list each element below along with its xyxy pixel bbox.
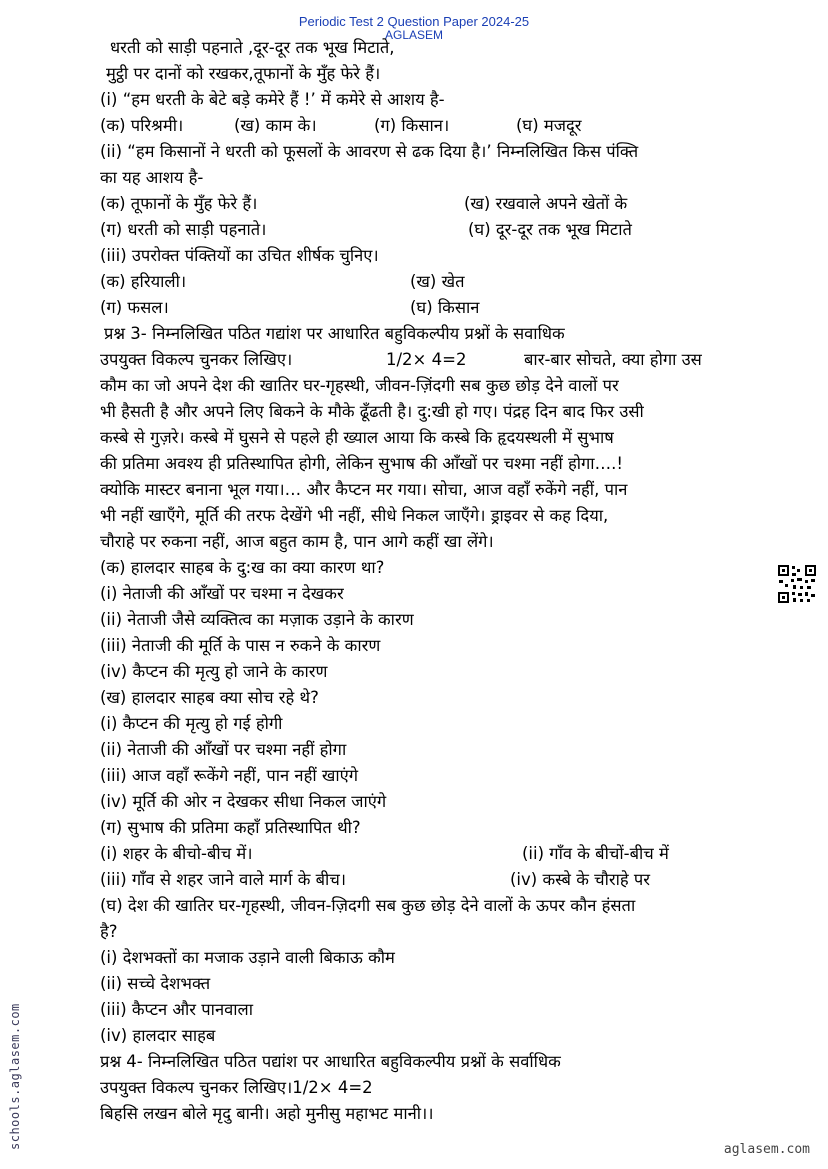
option: (ख) रखवाले अपने खेतों के [464,194,628,213]
question-text: का यह आशय है- [100,168,204,187]
passage-line: क्योकि मास्टर बनाना भूल गया।… और कैप्टन मर गया। सोचा, आज वहाँ रुकेंगे नहीं, पान [100,480,628,499]
option: (ii) गाँव के बीचों-बीच में [522,844,669,863]
option: (i) शहर के बीचो-बीच में। [100,844,253,863]
question-heading: प्रश्न 3- निम्नलिखित पठित गद्यांश पर आधारित बहुविकल्पीय प्रश्नों के सवाधिक [104,324,565,343]
option: (iv) कस्बे के चौराहे पर [510,870,651,889]
option: (ग) धरती को साड़ी पहनाते। [100,220,267,239]
footer-url: aglasem.com [723,1142,810,1157]
passage-line: भी नहीं खाएँगे, मूर्ति की तरफ देखेंगे भी नहीं, सीधे निकल जाएँगे। ड्राइवर से कह दिया, [100,506,609,525]
question-heading: उपयुक्त विकल्प चुनकर लिखिए। [100,350,293,369]
question-text: (ii) “हम किसानों ने धरती को फूसलों के आवरण से ढक दिया है।’ निम्नलिखित किस पंक्ति [100,142,639,161]
option: (iii) नेताजी की मूर्ति के पास न रुकने के कारण [100,636,381,655]
passage-line: की प्रतिमा अवश्य ही प्रतिस्थापित होगी, लेकिन सुभाष की आँखों पर चश्मा नहीं होगा….! [100,454,623,473]
passage-line: भी हैसती है और अपने लिए बिकने के मौके ढूँढती है। दु:खी हो गए। पंद्रह दिन बाद फिर उसी [100,402,644,421]
option: (ग) फसल। [100,298,169,317]
option: (iii) कैप्टन और पानवाला [100,1000,254,1019]
side-watermark-url: schools.aglasem.com [8,1003,22,1150]
option: (क) परिश्रमी। [100,116,184,135]
question-heading: उपयुक्त विकल्प चुनकर लिखिए।1/2× 4=2 [100,1078,373,1097]
question-text: (क) हालदार साहब के दु:ख का क्या कारण था? [100,558,385,577]
option: (क) हरियाली। [100,272,187,291]
brand-watermark: AGLASEM [384,28,444,42]
option: (घ) किसान [410,298,480,317]
question-text: (i) “हम धरती के बेटे बड़े कमेरे हैं !’ में कमेरे से आशय है- [100,90,445,109]
option: (ख) खेत [410,272,465,291]
question-heading: प्रश्न 4- निम्नलिखित पठित पद्यांश पर आधारित बहुविकल्पीय प्रश्नों के सर्वाधिक [100,1052,561,1071]
passage-line: कौम का जो अपने देश की खातिर घर-गृहस्थी, जीवन-ज़िंदगी सब कुछ छोड़ देने वालों पर [100,376,619,395]
qr-code-icon [777,564,817,604]
option: (ii) सच्चे देशभक्त [100,974,211,993]
poem-line: धरती को साड़ी पहनाते ,दूर-दूर तक भूख मिटाते, [110,38,395,57]
passage-line: बार-बार सोचते, क्या होगा उस [524,350,702,369]
option: (ii) नेताजी की आँखों पर चश्मा नहीं होगा [100,740,347,759]
question-text: (ग) सुभाष की प्रतिमा कहाँ प्रतिस्थापित थी? [100,818,361,837]
option: (i) कैप्टन की मृत्यु हो गई होगी [100,714,283,733]
option: (ग) किसान। [374,116,450,135]
option: (ii) नेताजी जैसे व्यक्तित्व का मज़ाक उड़ाने के कारण [100,610,414,629]
verse-line: बिहसि लखन बोले मृदु बानी। अहो मुनीसु महाभट मानी।। [100,1104,434,1123]
passage-line: कस्बे से गुज़रे। कस्बे में घुसने से पहले ही ख्याल आया कि कस्बे कि हृदयस्थली में सुभाष [100,428,614,447]
passage-line: चौराहे पर रुकना नहीं, आज बहुत काम है, पान आगे कहीं खा लेंगे। [100,532,494,551]
option: (क) तूफानों के मुँह फेरे हैं। [100,194,258,213]
option: (iv) हालदार साहब [100,1026,216,1045]
option: (ख) काम के। [234,116,317,135]
option: (घ) दूर-दूर तक भूख मिटाते [468,220,632,239]
marks-label: 1/2× 4=2 [386,350,467,369]
question-text: (iii) उपरोक्त पंक्तियों का उचित शीर्षक चुनिए। [100,246,379,265]
option: (iii) आज वहाँ रूकेंगे नहीं, पान नहीं खाएंगे [100,766,359,785]
option: (iv) कैप्टन की मृत्यु हो जाने के कारण [100,662,328,681]
poem-line: मुट्ठी पर दानों को रखकर,तूफानों के मुँह फेरे हैं। [106,64,381,83]
page-header-title: Periodic Test 2 Question Paper 2024-25 [298,14,530,29]
question-text: (घ) देश की खातिर घर-गृहस्थी, जीवन-ज़िदगी सब कुछ छोड़ देने वालों के ऊपर कौन हंसता [100,896,636,915]
option: (घ) मजदूर [516,116,582,135]
option: (iii) गाँव से शहर जाने वाले मार्ग के बीच। [100,870,347,889]
option: (i) देशभक्तों का मजाक उड़ाने वाली बिकाऊ कौम [100,948,395,967]
question-text: है? [100,922,118,941]
option: (i) नेताजी की आँखों पर चश्मा न देखकर [100,584,344,603]
question-text: (ख) हालदार साहब क्या सोच रहे थे? [100,688,319,707]
option: (iv) मूर्ति की ओर न देखकर सीधा निकल जाएंगे [100,792,387,811]
